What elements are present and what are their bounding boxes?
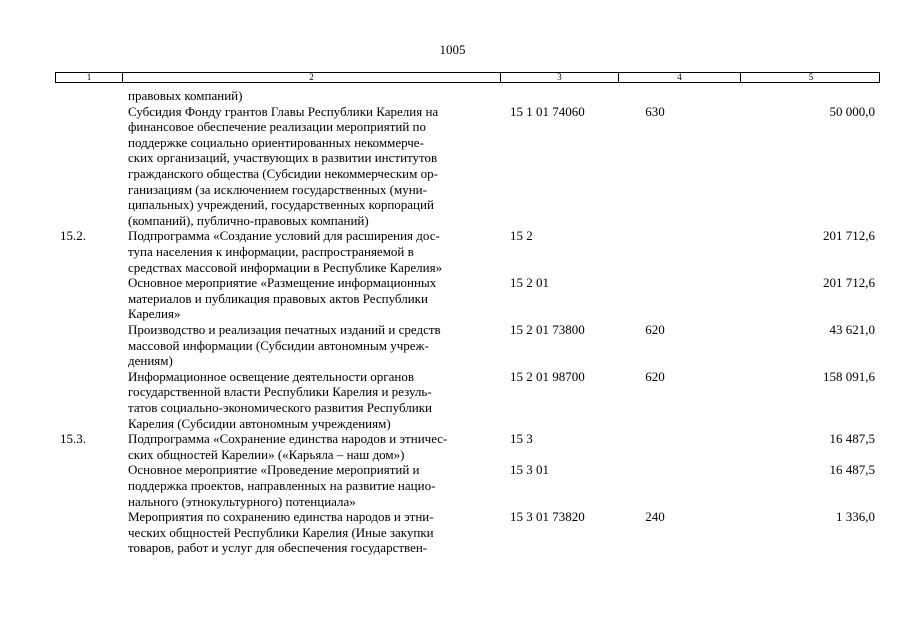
- row-description: Подпрограмма «Создание условий для расширения дос- тупа населения к информации, распространяемой в средствах массовой информации в Республике Карелия»: [128, 228, 443, 275]
- row-description: правовых компаний): [128, 88, 243, 103]
- table-row: [0, 462, 905, 509]
- row-description: Подпрограмма «Сохранение единства народов и этничес- ских общностей Карелии» («Карьяла – наш дом»): [128, 431, 448, 462]
- row-code: 15 1 01 74060: [510, 103, 585, 119]
- row-type: 620: [645, 321, 665, 337]
- table-row: [0, 322, 905, 369]
- row-type: 240: [645, 509, 665, 525]
- row-number: 15.2.: [60, 228, 86, 244]
- row-type: 630: [645, 103, 665, 119]
- row-amount: 201 712,6: [823, 275, 875, 291]
- row-code: 15 2 01: [510, 275, 549, 291]
- table-row: [0, 275, 905, 322]
- row-code: 15 3: [510, 431, 533, 447]
- header-col-1: 1: [56, 73, 123, 82]
- row-number: 15.3.: [60, 431, 86, 447]
- row-amount: 43 621,0: [829, 321, 875, 337]
- header-col-4: 4: [619, 73, 741, 82]
- table-row: [0, 369, 905, 431]
- page-number: 1005: [439, 42, 466, 57]
- row-description: Производство и реализация печатных изданий и средств массовой информации (Субсидии автономным учреж- дениям): [128, 321, 441, 369]
- table-row: [0, 509, 905, 556]
- header-col-5: 5: [808, 72, 814, 82]
- row-description: Субсидия Фонду грантов Главы Республики Карелия на финансовое обеспечение реализации мероприятий по поддержке социально ориентированных некоммерче- ских организаций, участвующих в развитии институтов гражданского общества (Субсидии некоммерческим ор- ганизациям (за исключением государственных (муни- ципальных) учреждений, государственных корпораций (компаний), публично-правовых компаний): [128, 103, 439, 228]
- table-row: [0, 104, 905, 229]
- row-amount: 16 487,5: [829, 462, 875, 478]
- row-amount: 50 000,0: [829, 103, 875, 119]
- row-type: 620: [645, 368, 665, 384]
- row-code: 15 2 01 73800: [510, 321, 585, 337]
- table-body: [0, 88, 905, 556]
- row-description: Информационное освещение деятельности органов государственной власти Республики Карелия и резуль- татов социально-экономического развития Республики Карелия (Субсидии автономным учреждениям): [128, 368, 432, 431]
- row-amount: 16 487,5: [829, 431, 875, 447]
- row-amount: 201 712,6: [823, 228, 875, 244]
- row-code: 15 2: [510, 228, 533, 244]
- row-description: Мероприятия по сохранению единства народов и этни- ческих общностей Республики Карелия (Иные закупки товаров, работ и услуг для обеспечения государствен-: [128, 509, 434, 556]
- row-description: Основное мероприятие «Размещение информационных материалов и публикация правовых актов Республики Карелия»: [128, 275, 437, 322]
- row-code: 15 3 01: [510, 462, 549, 478]
- row-code: 15 3 01 73820: [510, 509, 585, 525]
- row-amount: 158 091,6: [823, 368, 875, 384]
- table-row: [0, 88, 905, 104]
- table-row: [0, 228, 905, 275]
- table-row: [0, 431, 905, 462]
- row-code: 15 2 01 98700: [510, 368, 585, 384]
- header-col-2: 2: [123, 73, 501, 82]
- row-description: Основное мероприятие «Проведение мероприятий и поддержка проектов, направленных на развитие нацио- нального (этнокультурного) потенциала»: [128, 462, 436, 509]
- table-header: [55, 72, 880, 83]
- row-amount: 1 336,0: [836, 509, 875, 525]
- header-col-3: 3: [501, 73, 619, 82]
